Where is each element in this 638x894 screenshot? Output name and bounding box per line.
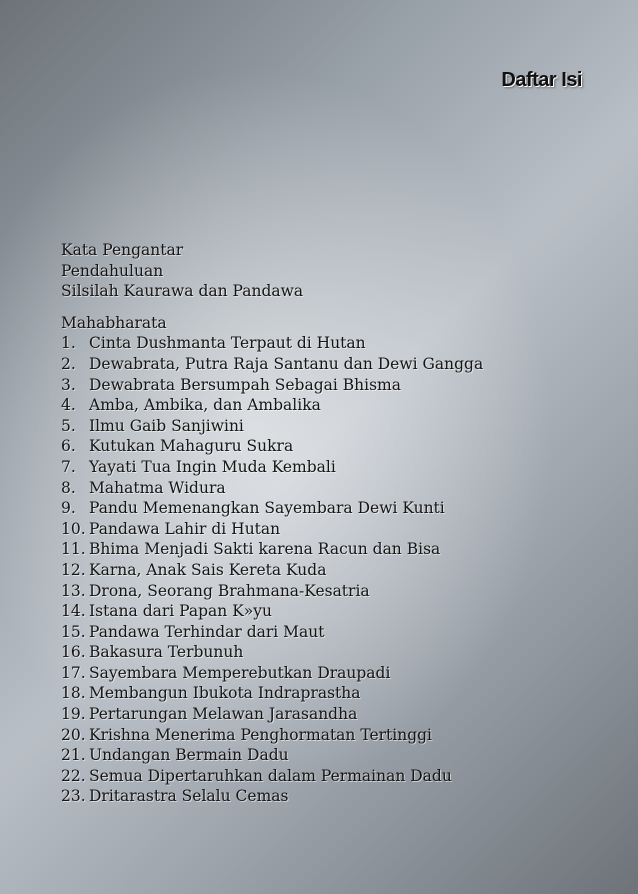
chapter-number: 20. [61, 725, 86, 744]
chapter-number: 12. [61, 560, 86, 579]
chapter-item [61, 581, 483, 602]
page-title: Daftar Isi [501, 69, 582, 91]
chapter-number: 18. [61, 684, 86, 703]
chapter-number: 11. [61, 540, 86, 559]
chapter-number: 10. [61, 519, 86, 538]
chapter-list [61, 333, 483, 807]
chapter-number: 3. [61, 375, 76, 394]
chapter-title: Ilmu Gaib Sanjiwini [89, 416, 244, 435]
chapter-number: 15. [61, 622, 86, 641]
chapter-number: 8. [61, 478, 76, 497]
chapter-title: Krishna Menerima Penghormatan Tertinggi [89, 725, 433, 744]
chapter-item [61, 333, 483, 354]
front-matter-item: Kata Pengantar [61, 241, 184, 259]
chapter-item [61, 642, 483, 663]
chapter-number: 23. [61, 787, 86, 806]
chapter-number: 2. [61, 354, 76, 373]
chapter-item [61, 519, 483, 540]
front-matter-item: Pendahuluan [61, 261, 164, 280]
front-matter-item: Silsilah Kaurawa dan Pandawa [61, 282, 304, 301]
chapter-item [61, 395, 483, 416]
chapter-number: 6. [61, 437, 76, 456]
chapter-number: 13. [61, 581, 86, 600]
section-heading: Mahabharata [61, 313, 167, 332]
chapter-number: 1. [61, 334, 76, 353]
chapter-number: 16. [61, 643, 86, 662]
chapter-title: Pandawa Terhindar dari Maut [89, 622, 325, 641]
chapter-title: Dritarastra Selalu Cemas [89, 787, 289, 806]
chapter-item [61, 725, 483, 746]
chapter-item [61, 663, 483, 684]
chapter-number: 9. [61, 499, 76, 518]
chapter-title: Kutukan Mahaguru Sukra [89, 437, 294, 456]
chapter-number: 5. [61, 416, 76, 435]
chapter-item [61, 498, 483, 519]
chapter-title: Pandu Memenangkan Sayembara Dewi Kunti [89, 499, 445, 518]
chapter-item [61, 766, 483, 787]
chapter-title: Pertarungan Melawan Jarasandha [89, 705, 358, 724]
chapter-title: Karna, Anak Sais Kereta Kuda [89, 560, 327, 579]
chapter-title: Drona, Seorang Brahmana-Kesatria [89, 581, 370, 600]
chapter-item [61, 354, 483, 375]
table-of-contents [61, 240, 483, 807]
chapter-title: Amba, Ambika, dan Ambalika [89, 396, 321, 415]
chapter-title: Bakasura Terbunuh [89, 643, 244, 662]
chapter-item [61, 375, 483, 396]
chapter-number: 21. [61, 746, 86, 765]
chapter-number: 7. [61, 457, 76, 476]
chapter-title: Semua Dipertaruhkan dalam Permainan Dadu [89, 766, 452, 785]
chapter-item [61, 436, 483, 457]
chapter-item [61, 786, 483, 807]
chapter-title: Istana dari Papan K»yu [89, 602, 273, 621]
chapter-title: Mahatma Widura [89, 478, 226, 497]
chapter-item [61, 601, 483, 622]
chapter-title: Membangun Ibukota Indraprastha [89, 684, 361, 703]
chapter-item [61, 478, 483, 499]
chapter-title: Pandawa Lahir di Hutan [89, 519, 281, 538]
chapter-title: Sayembara Memperebutkan Draupadi [89, 663, 391, 682]
chapter-title: Cinta Dushmanta Terpaut di Hutan [89, 334, 366, 353]
chapter-title: Dewabrata, Putra Raja Santanu dan Dewi Gangga [89, 354, 484, 373]
section-gap [61, 302, 483, 313]
chapter-item [61, 683, 483, 704]
chapter-item [61, 416, 483, 437]
chapter-number: 17. [61, 663, 86, 682]
chapter-title: Undangan Bermain Dadu [89, 746, 289, 765]
front-matter-list [61, 240, 483, 302]
chapter-title: Yayati Tua Ingin Muda Kembali [89, 457, 336, 476]
chapter-number: 22. [61, 766, 86, 785]
chapter-item [61, 539, 483, 560]
chapter-item [61, 457, 483, 478]
chapter-item [61, 745, 483, 766]
chapter-number: 4. [61, 396, 76, 415]
chapter-item [61, 704, 483, 725]
chapter-item [61, 622, 483, 643]
chapter-title: Dewabrata Bersumpah Sebagai Bhisma [89, 375, 401, 394]
chapter-title: Bhima Menjadi Sakti karena Racun dan Bisa [89, 540, 441, 559]
chapter-number: 19. [61, 705, 86, 724]
chapter-number: 14. [61, 602, 86, 621]
chapter-item [61, 560, 483, 581]
